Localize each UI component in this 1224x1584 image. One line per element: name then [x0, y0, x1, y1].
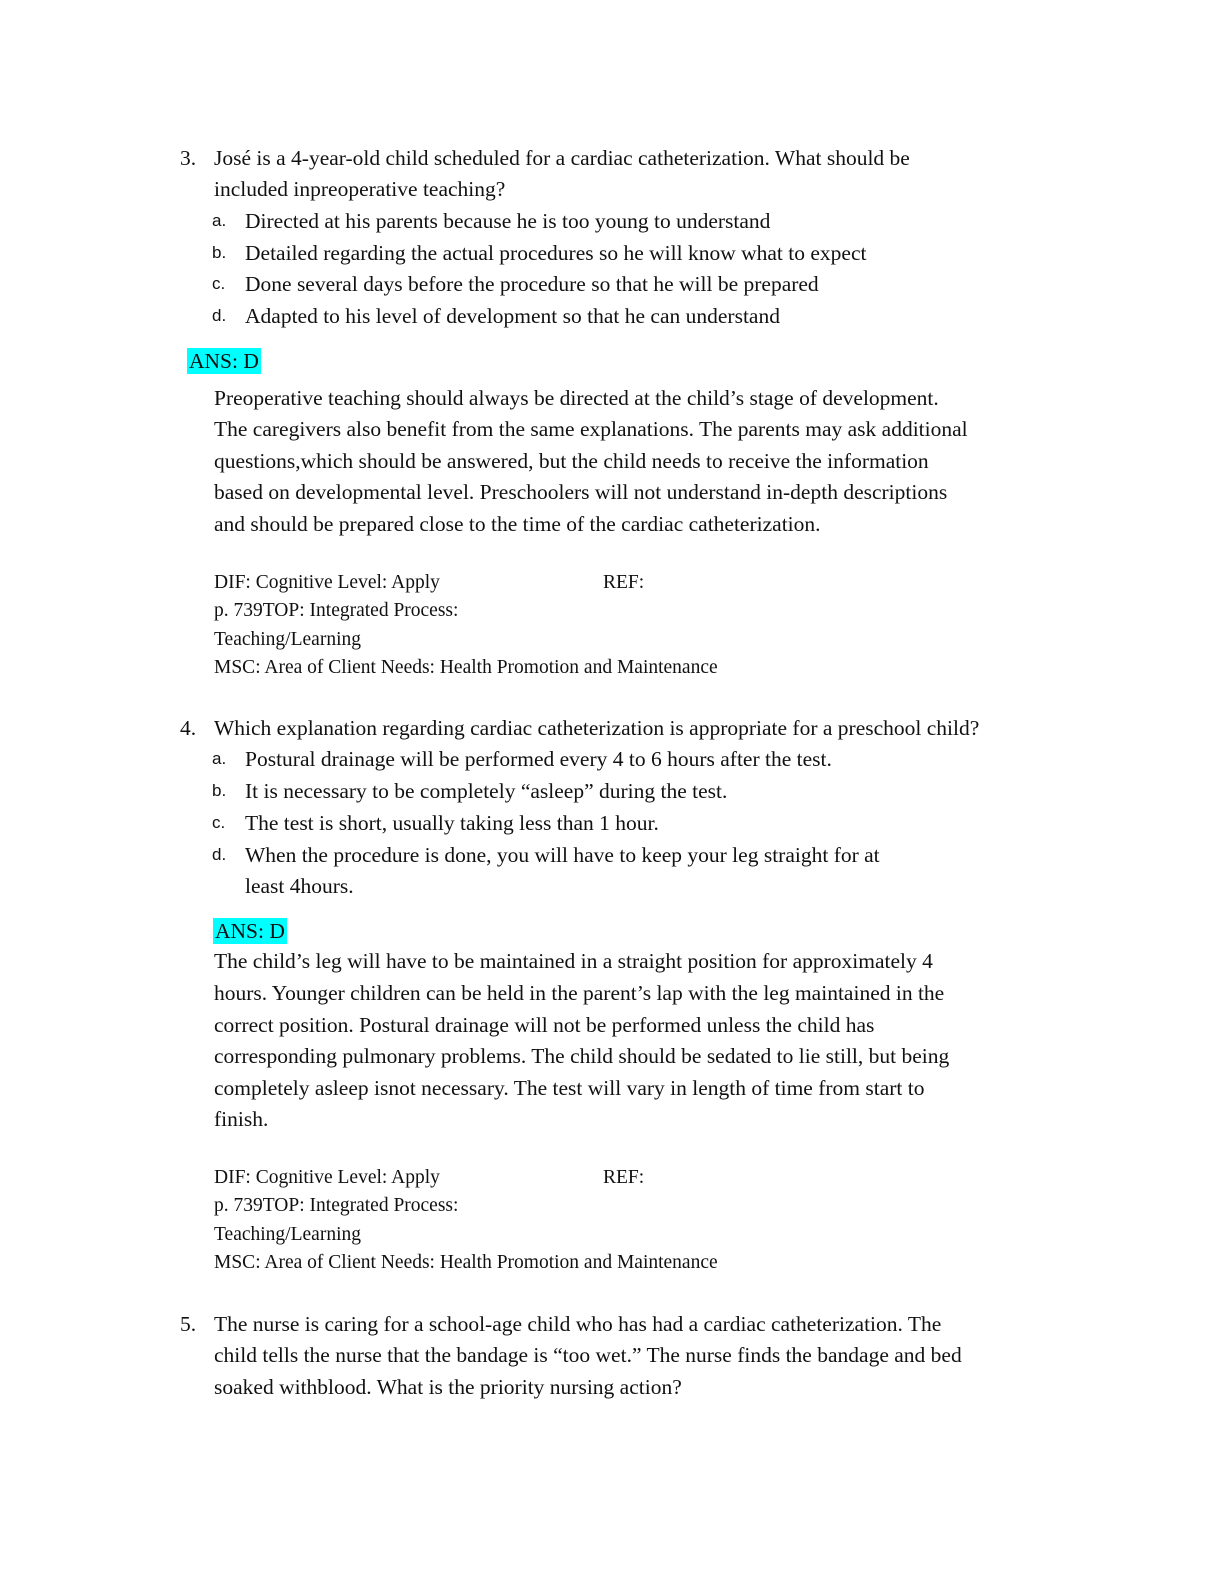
option-text: Directed at his parents because he is too young to understand — [245, 209, 771, 233]
rationale-line: hours. Younger children can be held in the parent’s lap with the leg maintained in the — [214, 981, 945, 1005]
rationale-line: Preoperative teaching should always be directed at the child’s stage of development. — [214, 386, 939, 410]
question-stem-line: Which explanation regarding cardiac catheterization is appropriate for a preschool child? — [214, 716, 980, 740]
option-text: Adapted to his level of development so that he can understand — [245, 304, 780, 328]
option-text: Postural drainage will be performed every 4 to 6 hours after the test. — [245, 747, 832, 771]
reference-label: REF: — [603, 1167, 645, 1188]
question-stem-line: José is a 4-year-old child scheduled for a cardiac catheterization. What should be — [214, 146, 910, 170]
rationale-line: The caregivers also benefit from the same explanations. The parents may ask additional — [214, 417, 968, 441]
option-letter: c. — [212, 813, 226, 832]
option-letter: d. — [212, 306, 227, 325]
option-letter: a. — [212, 211, 227, 230]
question-number: 5. — [180, 1312, 197, 1336]
client-needs: MSC: Area of Client Needs: Health Promotion and Maintenance — [214, 1252, 718, 1273]
answer-label: ANS: D — [215, 919, 285, 943]
option-text: Done several days before the procedure so that he will be prepared — [245, 272, 819, 296]
rationale-line: corresponding pulmonary problems. The child should be sedated to lie still, but being — [214, 1044, 950, 1068]
option-letter: b. — [212, 243, 227, 262]
rationale-line: and should be prepared close to the time of the cardiac catheterization. — [214, 512, 821, 536]
option-text: When the procedure is done, you will have to keep your leg straight for at — [245, 843, 880, 867]
reference-topic: p. 739TOP: Integrated Process: — [214, 600, 459, 621]
question-number: 3. — [180, 146, 197, 170]
rationale-line: finish. — [214, 1107, 269, 1131]
difficulty-level: DIF: Cognitive Level: Apply — [214, 1167, 440, 1188]
option-letter: a. — [212, 749, 227, 768]
integrated-process: Teaching/Learning — [214, 1224, 361, 1245]
question-number: 4. — [180, 716, 197, 740]
rationale-line: completely asleep isnot necessary. The test will vary in length of time from start to — [214, 1076, 925, 1100]
rationale-line: questions,which should be answered, but the child needs to receive the information — [214, 449, 929, 473]
question-stem-line: included inpreoperative teaching? — [214, 177, 506, 201]
integrated-process: Teaching/Learning — [214, 629, 361, 650]
option-letter: c. — [212, 274, 226, 293]
question-stem-line: soaked withblood. What is the priority nursing action? — [214, 1375, 682, 1399]
answer-label: ANS: D — [189, 349, 259, 373]
option-letter: b. — [212, 781, 227, 800]
option-text: Detailed regarding the actual procedures so he will know what to expect — [245, 241, 867, 265]
option-text: least 4hours. — [245, 874, 354, 898]
rationale-line: The child’s leg will have to be maintained in a straight position for approximately 4 — [214, 949, 933, 973]
rationale-line: correct position. Postural drainage will not be performed unless the child has — [214, 1013, 875, 1037]
question-stem-line: child tells the nurse that the bandage is “too wet.” The nurse finds the bandage and bed — [214, 1343, 962, 1367]
reference-topic: p. 739TOP: Integrated Process: — [214, 1195, 459, 1216]
client-needs: MSC: Area of Client Needs: Health Promotion and Maintenance — [214, 657, 718, 678]
reference-label: REF: — [603, 572, 645, 593]
option-text: It is necessary to be completely “asleep” during the test. — [245, 779, 728, 803]
difficulty-level: DIF: Cognitive Level: Apply — [214, 572, 440, 593]
question-stem-line: The nurse is caring for a school-age child who has had a cardiac catheterization. The — [214, 1312, 942, 1336]
option-text: The test is short, usually taking less than 1 hour. — [245, 811, 659, 835]
option-letter: d. — [212, 845, 227, 864]
rationale-line: based on developmental level. Preschoolers will not understand in-depth descriptions — [214, 480, 948, 504]
